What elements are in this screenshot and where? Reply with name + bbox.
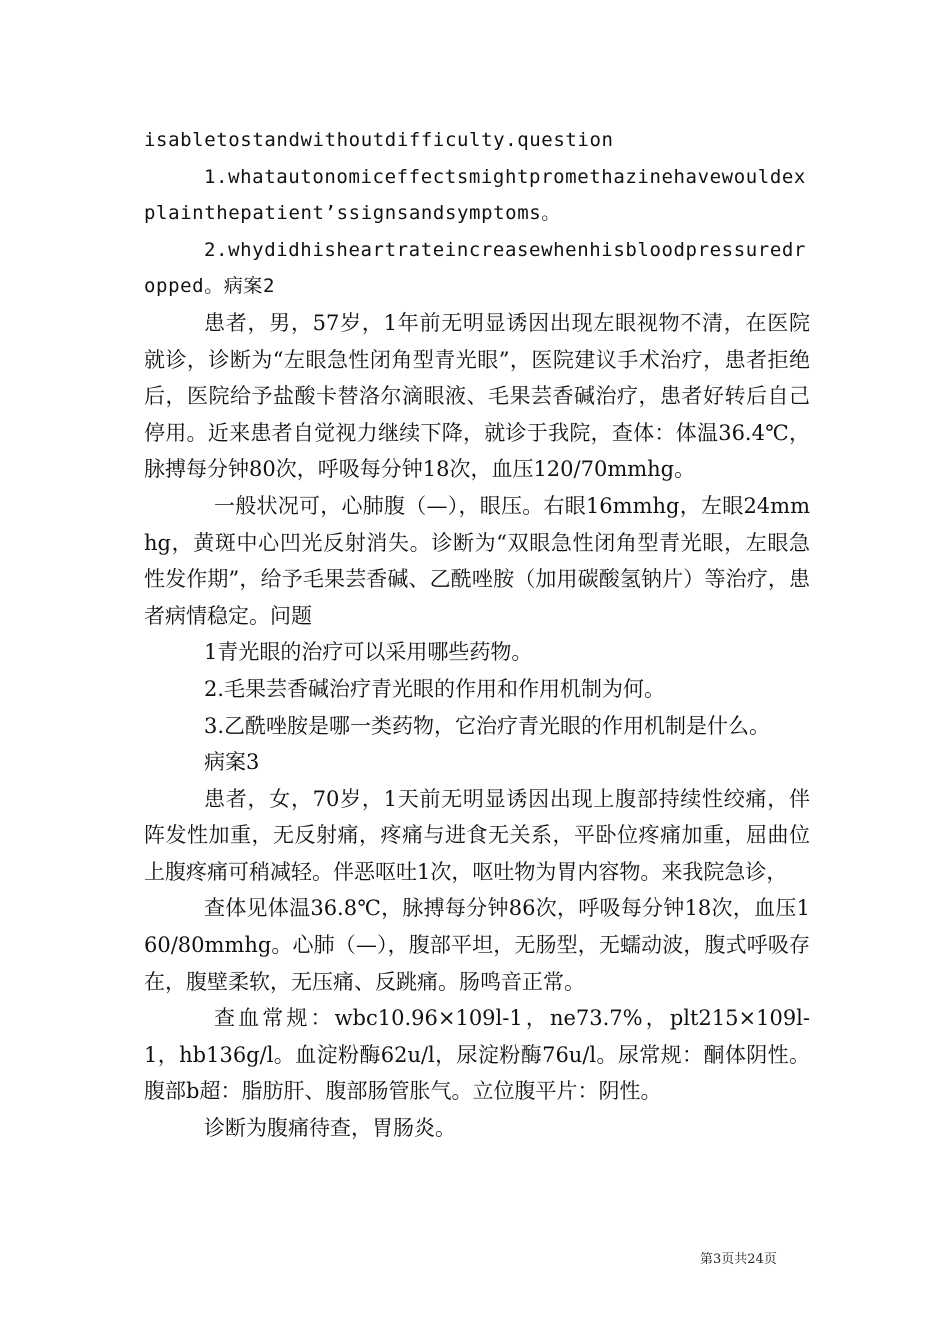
paragraph-case-3-diagnosis: 诊断为腹痛待查，胃肠炎。 bbox=[204, 1116, 456, 1141]
heading-case-3: 病案3 bbox=[204, 750, 260, 775]
paragraph-question-2: 2.whydidhisheartrateincreasewhenhisbloodpressuredropped。病案2 bbox=[144, 238, 806, 298]
paragraph-case-3-exam: 查体见体温36.8℃，脉搏每分钟86次，呼吸每分钟18次，血压160/80mmhg。心肺（—），腹部平坦，无肠型，无蠕动波，腹式呼吸存在，腹壁柔软，无压痛、反跳痛。肠鸣音正常。 bbox=[144, 896, 810, 994]
document-body bbox=[144, 122, 810, 1147]
paragraph-case-3-history: 患者，女，70岁，1天前无明显诱因出现上腹部持续性绞痛，伴阵发性加重，无反射痛，疼痛与进食无关系，平卧位疼痛加重，屈曲位上腹疼痛可稍减轻。伴恶呕吐1次，呕吐物为胃内容物。来我院急诊， bbox=[144, 786, 810, 884]
page-number-footer: 第3页共24页 bbox=[700, 1252, 777, 1267]
paragraph-case-3-labs: 查血常规：wbc10.96×109l-1，ne73.7%，plt215×109l-1，hb136g/l。血淀粉酶62u/l，尿淀粉酶76u/l。尿常规：酮体阴性。腹部b超：脂肪肝、腹部肠管胀气。立位腹平片：阴性。 bbox=[144, 1006, 810, 1104]
paragraph-question-1: 1.whatautonomiceffectsmightpromethazinehavewouldexplainthepatient’ssignsandsymptoms。 bbox=[144, 165, 806, 225]
paragraph-case-2-q2: 2.毛果芸香碱治疗青光眼的作用和作用机制为何。 bbox=[204, 676, 666, 701]
paragraph-case-2-q3: 3.乙酰唑胺是哪一类药物，它治疗青光眼的作用机制是什么。 bbox=[204, 713, 771, 738]
paragraph-case-2-history: 患者，男，57岁，1年前无明显诱因出现左眼视物不清，在医院就诊，诊断为“左眼急性闭角型青光眼”，医院建议手术治疗，患者拒绝后，医院给予盐酸卡替洛尔滴眼液、毛果芸香碱治疗，患者好转后自己停用。近来患者自觉视力继续下降，就诊于我院，查体：体温36.4℃，脉搏每分钟80次，呼吸每分钟18次，血压120/70mmhg。 bbox=[144, 310, 810, 482]
paragraph-case-2-exam: 一般状况可，心肺腹（—），眼压。右眼16mmhg，左眼24mmhg，黄斑中心凹光反射消失。诊断为“双眼急性闭角型青光眼，左眼急性发作期”，给予毛果芸香碱、乙酰唑胺（加用碳酸氢钠片）等治疗，患者病情稳定。问题 bbox=[144, 493, 810, 628]
paragraph-case-2-q1: 1青光眼的治疗可以采用哪些药物。 bbox=[204, 640, 533, 665]
paragraph-question-intro: isabletostandwithoutdifficulty.question bbox=[144, 129, 614, 151]
